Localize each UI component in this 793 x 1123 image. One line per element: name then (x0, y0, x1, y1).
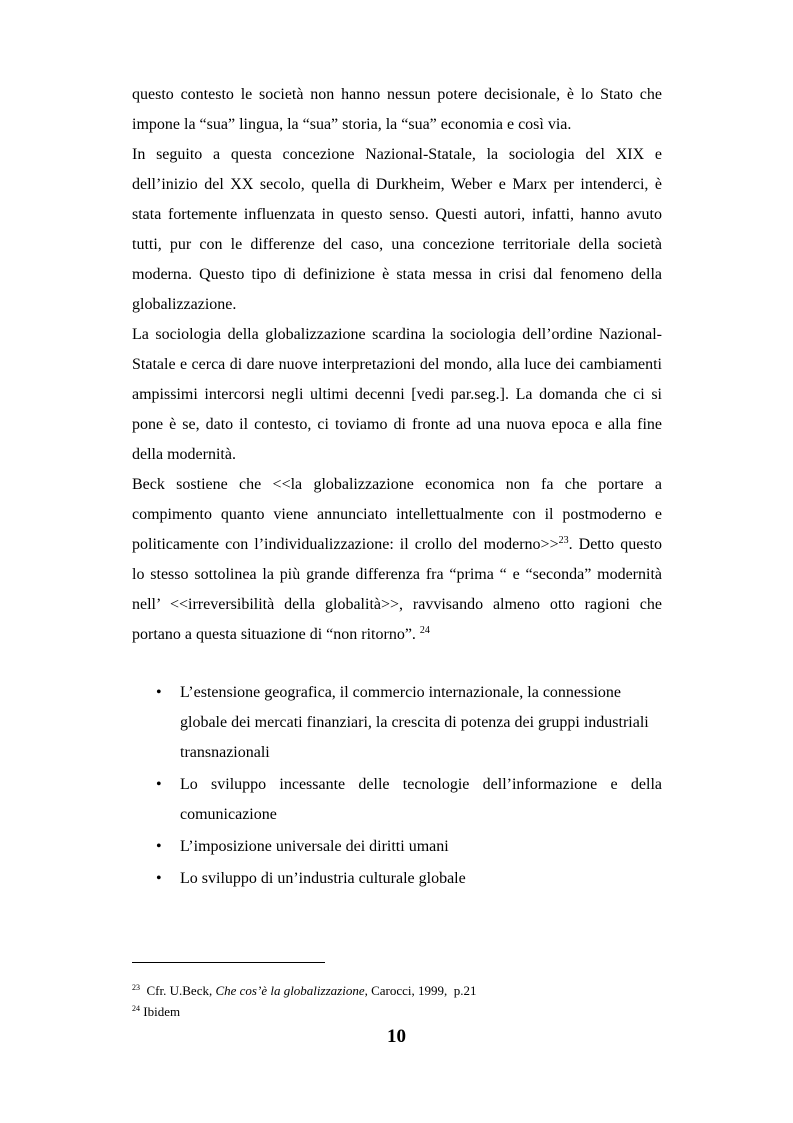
body-text (132, 80, 662, 650)
paragraph-beck (132, 470, 662, 650)
page-number: 10 (387, 1026, 406, 1047)
bullet-icon: • (156, 776, 162, 793)
list-item-text: L’estensione geografica, il commercio internazionale, la connessione globale dei mercati finanziari, la crescita di potenza dei gruppi industriali transnazionali (180, 684, 649, 761)
paragraph-1: questo contesto le società non hanno nessun potere decisionale, è lo Stato che impone la “sua” lingua, la “sua” storia, la “sua” economia e così via. (132, 86, 662, 133)
bullet-icon: • (156, 684, 162, 701)
list-item-text: L’imposizione universale dei diritti umani (180, 838, 449, 855)
list-item-text: Lo sviluppo di un’industria culturale globale (180, 870, 466, 887)
list-item (132, 770, 662, 830)
list-item (132, 832, 662, 862)
list-item (132, 678, 662, 768)
beck-continuation-text: . Detto questo lo stesso sottolinea la più grande differenza fra “prima “ e “seconda” modernità nell’ <<irreversibilità della globalità>>, ravvisando almeno otto ragioni che portano a questa situazione di “non ritorno”. (132, 536, 662, 643)
footnote-suffix: , Carocci, 1999, p.21 (364, 983, 477, 998)
footnote-number: 23 (132, 983, 140, 992)
footnotes (132, 980, 662, 1022)
footnote-prefix: Cfr. U.Beck, (140, 983, 216, 998)
footnote-text: Ibidem (140, 1004, 181, 1019)
footnote-ref-23[interactable]: 23 (558, 535, 569, 546)
footnote-book-title: Che cos’è la globalizzazione (215, 983, 365, 998)
reasons-list (132, 678, 662, 896)
footnote-separator (132, 962, 325, 963)
paragraph-3: La sociologia della globalizzazione scardina la sociologia dell’ordine Nazional-Statale e cerca di dare nuove interpretazioni del mondo, alla luce dei cambiamenti ampissimi intercorsi negli ultimi decenni [vedi par.seg.]. La domanda che ci si pone è se, dato il contesto, ci toviamo di fronte ad una nuova epoca e alla fine della modernità. (132, 326, 662, 463)
paragraph-2: In seguito a questa concezione Nazional-Statale, la sociologia del XIX e dell’inizio del XX secolo, quella di Durkheim, Weber e Marx per intenderci, è stata fortemente influenzata in questo senso. Questi autori, infatti, hanno avuto tutti, pur con le differenze del caso, una concezione territoriale della società moderna. Questo tipo di definizione è stata messa in crisi dal fenomeno della globalizzazione. (132, 146, 662, 313)
footnote-ref-24[interactable]: 24 (419, 625, 430, 636)
bullet-icon: • (156, 870, 162, 887)
list-item (132, 864, 662, 894)
footnote-23 (132, 980, 662, 1001)
beck-quote-text: Beck sostiene che <<la globalizzazione economica non fa che portare a compimento quanto viene annunciato intellettualmente con il postmoderno e politicamente con l’individualizzazione: il crollo del moderno>> (132, 476, 662, 553)
list-item-text: Lo sviluppo incessante delle tecnologie dell’informazione e della comunicazione (180, 776, 662, 823)
bullet-icon: • (156, 838, 162, 855)
footnote-24 (132, 1001, 662, 1022)
footnote-number: 24 (132, 1004, 140, 1013)
